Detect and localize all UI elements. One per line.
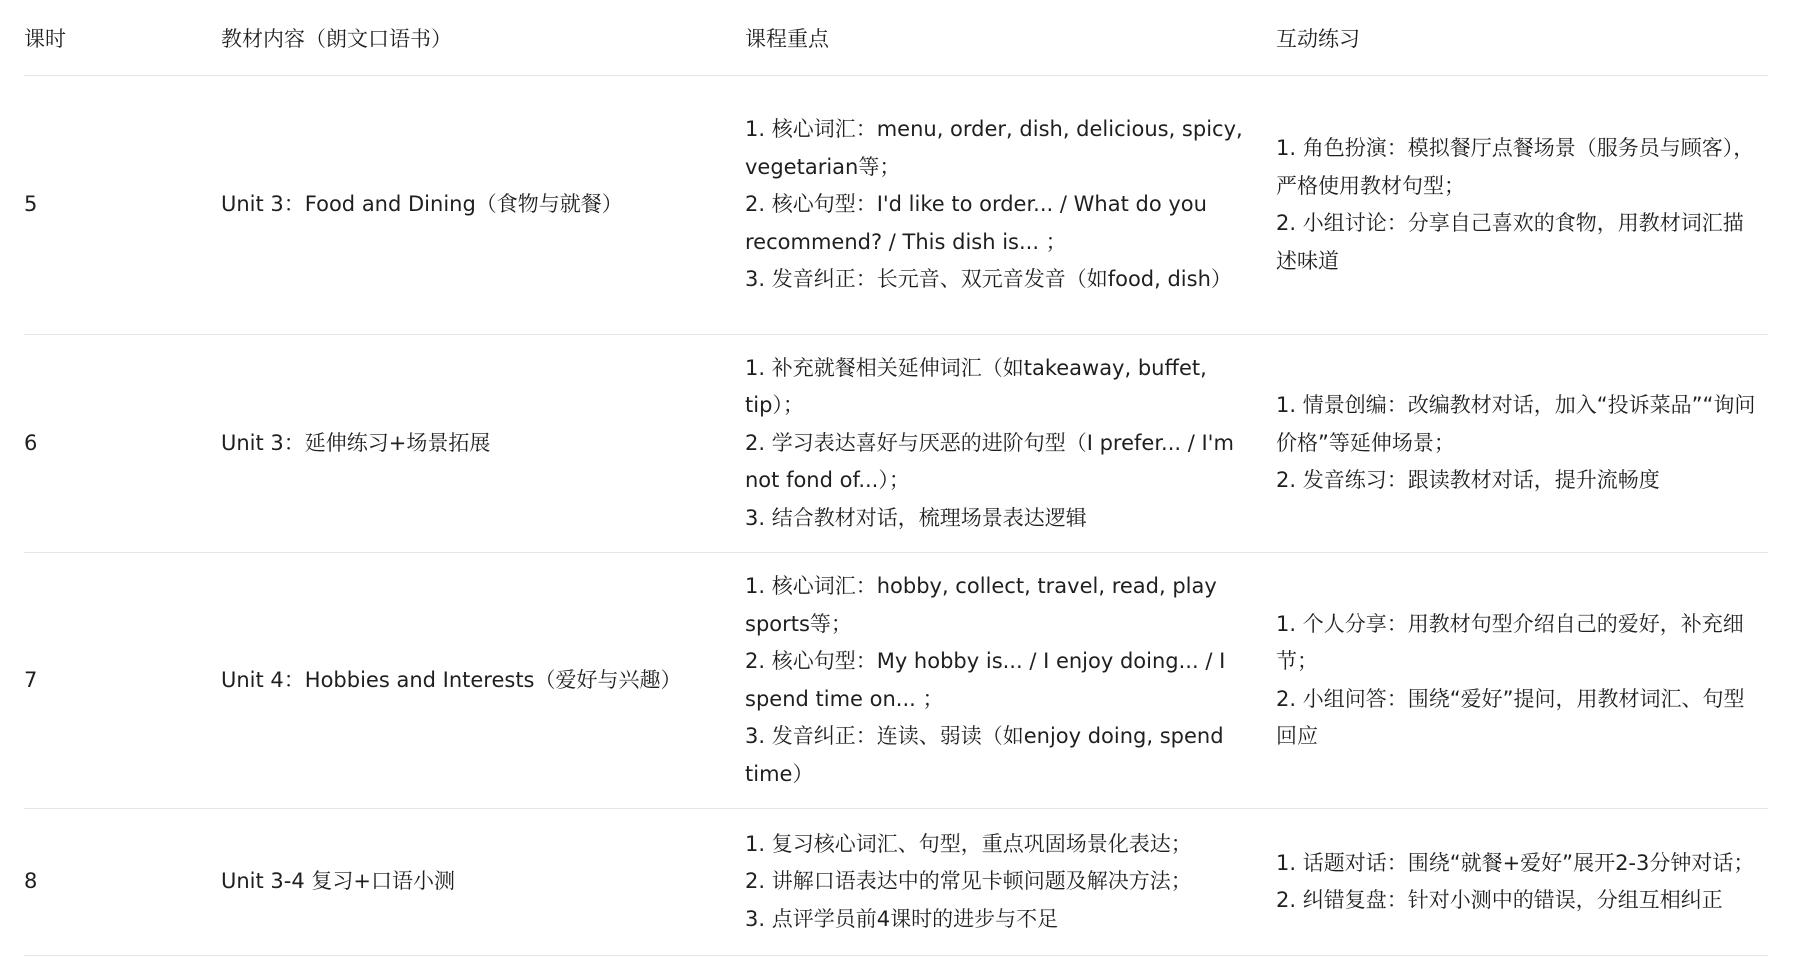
practice-cell	[1276, 335, 1768, 553]
table-row	[24, 553, 1768, 809]
practice-item: 2. 纠错复盘：针对小测中的错误，分组互相纠正	[1276, 888, 1723, 912]
focus-item: 2. 学习表达喜好与厌恶的进阶句型（I prefer... / I'm not fond of...）；	[745, 430, 1234, 493]
lesson-number: 7	[24, 553, 221, 809]
lesson-number: 5	[24, 76, 221, 335]
focus-item: 1. 补充就餐相关延伸词汇（如takeaway, buffet, tip）；	[745, 355, 1207, 418]
header-focus: 课程重点	[745, 0, 1276, 76]
practice-cell	[1276, 553, 1768, 809]
table-row	[24, 809, 1768, 956]
header-lesson: 课时	[24, 0, 221, 76]
focus-item: 2. 核心句型：I'd like to order... / What do you recommend? / This dish is... ；	[745, 192, 1207, 254]
focus-item: 3. 结合教材对话，梳理场景表达逻辑	[745, 505, 1087, 530]
focus-cell	[745, 76, 1276, 335]
practice-item: 1. 话题对话：围绕“就餐+爱好”展开2-3分钟对话；	[1276, 850, 1755, 875]
practice-cell	[1276, 76, 1768, 335]
practice-item: 1. 个人分享：用教材句型介绍自己的爱好，补充细节；	[1276, 611, 1744, 673]
table-row	[24, 335, 1768, 553]
practice-item: 1. 角色扮演：模拟餐厅点餐场景（服务员与顾客），严格使用教材句型；	[1276, 136, 1755, 198]
focus-item: 2. 讲解口语表达中的常见卡顿问题及解决方法；	[745, 869, 1192, 894]
focus-item: 3. 点评学员前4课时的进步与不足	[745, 906, 1059, 931]
table-row	[24, 76, 1768, 335]
practice-cell	[1276, 809, 1768, 956]
table-header-row	[24, 0, 1768, 76]
course-schedule-table	[24, 0, 1768, 956]
focus-item: 1. 核心词汇：hobby, collect, travel, read, play sports等；	[745, 574, 1217, 636]
focus-cell	[745, 553, 1276, 809]
focus-item: 2. 核心句型：My hobby is... / I enjoy doing... / I spend time on... ；	[745, 649, 1226, 711]
practice-item: 2. 小组问答：围绕“爱好”提问，用教材词汇、句型回应	[1276, 686, 1745, 748]
focus-item: 3. 发音纠正：连读、弱读（如enjoy doing, spend time）	[745, 724, 1224, 786]
content-cell: Unit 4：Hobbies and Interests（爱好与兴趣）	[221, 553, 745, 809]
practice-item: 2. 小组讨论：分享自己喜欢的食物，用教材词汇描述味道	[1276, 211, 1744, 273]
course-table-container	[24, 0, 1768, 956]
practice-item: 1. 情景创编：改编教材对话，加入“投诉菜品”“询问价格”等延伸场景；	[1276, 393, 1756, 455]
lesson-number: 8	[24, 809, 221, 956]
content-cell: Unit 3-4 复习+口语小测	[221, 809, 745, 956]
focus-item: 1. 复习核心词汇、句型，重点巩固场景化表达；	[745, 831, 1192, 856]
lesson-number: 6	[24, 335, 221, 553]
header-content: 教材内容（朗文口语书）	[221, 0, 745, 76]
content-cell: Unit 3：延伸练习+场景拓展	[221, 335, 745, 553]
focus-item: 1. 核心词汇：menu, order, dish, delicious, spicy, vegetarian等；	[745, 117, 1243, 179]
content-cell: Unit 3：Food and Dining（食物与就餐）	[221, 76, 745, 335]
header-practice: 互动练习	[1276, 0, 1768, 76]
focus-cell	[745, 335, 1276, 553]
practice-item: 2. 发音练习：跟读教材对话，提升流畅度	[1276, 468, 1660, 493]
focus-cell	[745, 809, 1276, 956]
focus-item: 3. 发音纠正：长元音、双元音发音（如food, dish）	[745, 267, 1232, 292]
